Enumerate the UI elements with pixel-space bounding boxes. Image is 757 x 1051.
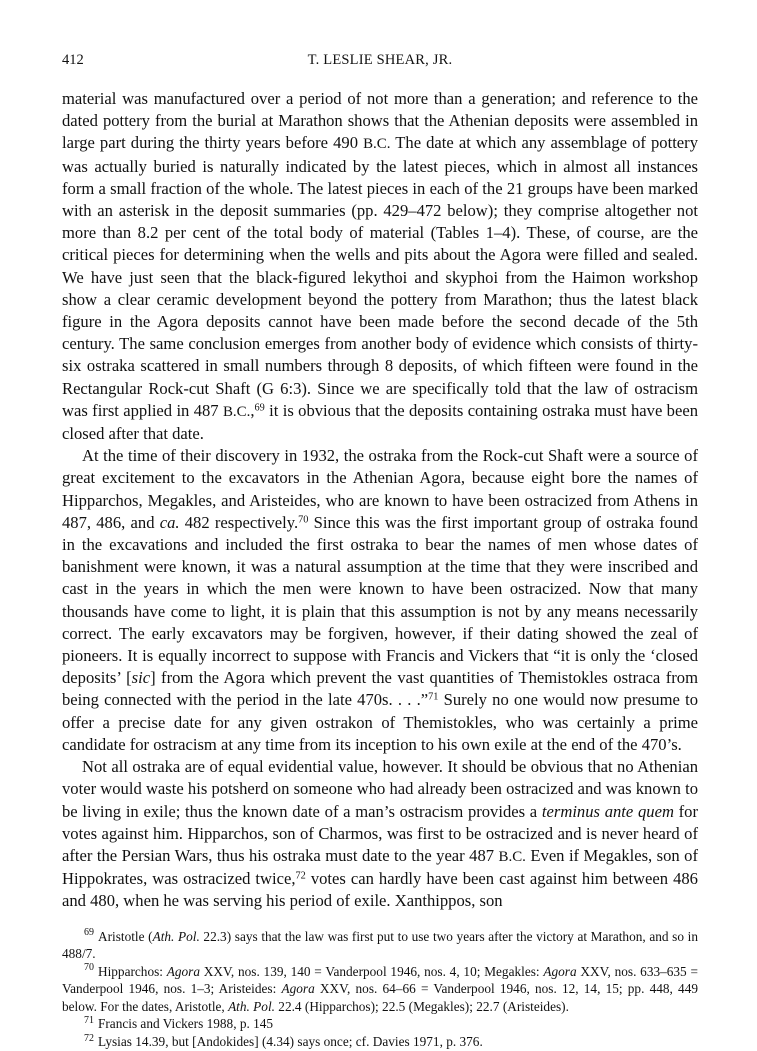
- era-abbrev: B.C.: [498, 848, 526, 865]
- page-header: [62, 52, 698, 74]
- paragraph-2: [62, 445, 698, 756]
- text-run: At the time of their discovery in 1932, the ostraka from the Rock-cut Shaft were a source of great excitement to the excavators in the Athenian Agora, because eight bore the names of Hipparchos, Megakles, and Aristeides, who are known to have been ostracized from Athens in 487, 486, and: [62, 446, 698, 532]
- text-run: 22.3) says that the law was first put to use two years after the victory at Marathon, and so in 488/7.: [62, 928, 698, 962]
- text-run: material was manufactured over a period of not more than a generation; and reference to the dated pottery from the burial at Marathon shows that the Athenian deposits were assembled in large part during the thirty years before 490: [62, 89, 698, 153]
- text-run: ] from the Agora which prevent the vast quantities of Themistokles ostraca from being connected with the period in the late 470s. . . .”: [62, 668, 698, 710]
- text-run: Hipparchos:: [97, 963, 167, 979]
- text-run: The date at which any assemblage of pottery was actually buried is naturally indicated by the latest pieces, which in almost all instances form a small fraction of the whole. The latest pieces in each of the 21 groups have been marked with an asterisk in the deposit summaries (pp. 429–472 below); they comprise altogether not more than 8.2 per cent of the total body of material (Tables 1–4). These, of course, are the critical pieces for determining when the wells and pits about the Agora were filled and sealed. We have just seen that the black-figured lekythoi and skyphoi from the Haimon workshop show a clear ceramic development beyond the pottery from Marathon; thus the latest black figure in the Agora deposits cannot have been made before the second decade of the 5th century. The same conclusion emerges from another body of evidence which consists of thirty-six ostraka scattered in small numbers through 8 deposits, of which fifteen were found in the Rectangular Rock-cut Shaft (G 6:3). Since we are specifically told that the law of ostracism was first applied in 487: [62, 133, 698, 420]
- text-run: Surely no one would now presume to offer a precise date for any given ostrakon of Themistokles, who was certainly a prime candidate for ostracism at any time from its inception to his own exile at the end of the 470’s.: [62, 690, 698, 754]
- italic-sic: sic: [131, 668, 151, 688]
- footnote-ref-69[interactable]: 69: [254, 402, 265, 414]
- body-text: [62, 88, 698, 913]
- footnote-number: 69: [84, 927, 94, 939]
- footnote-ref-70[interactable]: 70: [298, 514, 309, 526]
- italic-abbrev: ca.: [159, 512, 180, 532]
- text-run: Aristotle (: [97, 928, 153, 944]
- footnotes: [62, 928, 698, 1051]
- text-run: it is obvious that the deposits containing ostraka must have been closed after that date.: [62, 400, 699, 444]
- italic-title: Agora: [543, 963, 577, 979]
- text-run: votes can hardly have been cast against him between 486 and 480, when he was serving his period of exile. Xanthippos, son: [62, 869, 698, 911]
- footnote-ref-72[interactable]: 72: [295, 870, 306, 882]
- footnote-70: [62, 963, 698, 1016]
- text-run: for votes against him. Hipparchos, son of Charmos, was first to be ostracized and is never heard of after the Persian Wars, thus his ostraka must date to the year 487: [62, 801, 699, 865]
- italic-title: Ath. Pol.: [152, 928, 200, 944]
- footnote-72: [62, 1033, 698, 1051]
- text-run: Since this was the first important group of ostraka found in the excavations and included the first ostraka to bear the names of men whose dates of banishment were known, it was a natural assumption at the time that they were inscribed and cast in the years in which the men were known to have been ostracized. Now that many thousands have come to light, it is plain that this assumption is not by any means necessarily correct. The early excavators may be forgiven, however, if their dating showed the zeal of pioneers. It is equally incorrect to suppose with Francis and Vickers that “it is only the ‘closed deposits’ [: [62, 512, 698, 688]
- footnote-71: [62, 1015, 698, 1033]
- text-run: XXV, nos. 64–66 = Vanderpool 1946, nos. 12, 14, 15; pp. 448, 449 below. For the dates, Aristotle,: [62, 981, 698, 1014]
- text-run: Lysias 14.39, but [Andokides] (4.34) says once; cf. Davies 1971, p. 376.: [97, 1034, 483, 1050]
- footnote-69: [62, 928, 698, 963]
- text-run: Even if Megakles, son of Hippokrates, was ostracized twice,: [62, 845, 698, 889]
- text-run: ,: [250, 400, 255, 420]
- italic-title: Agora: [166, 963, 200, 979]
- era-abbrev: B.C.: [363, 136, 391, 153]
- running-head: T. LESLIE SHEAR, JR.: [307, 52, 453, 68]
- italic-title: Ath. Pol.: [228, 998, 275, 1014]
- footnote-ref-71[interactable]: 71: [428, 691, 439, 703]
- italic-title: Agora: [281, 981, 315, 997]
- text-run: XXV, nos. 139, 140 = Vanderpool 1946, nos. 4, 10; Megakles:: [200, 963, 544, 979]
- text-run: 482 respectively.: [179, 512, 299, 532]
- text-run: Francis and Vickers 1988, p. 145: [97, 1016, 274, 1032]
- text-run: Not all ostraka are of equal evidential value, however. It should be obvious that no Athenian voter would waste his potsherd on someone who had already been ostracized and was known to be living in exile; thus the known date of a man’s ostracism provides a: [62, 757, 698, 821]
- footnote-number: 72: [84, 1032, 94, 1044]
- page-number: 412: [62, 52, 84, 68]
- footnote-number: 70: [84, 962, 94, 974]
- text-run: 22.4 (Hipparchos); 22.5 (Megakles); 22.7 (Aristeides).: [274, 998, 569, 1014]
- document-page: [62, 52, 698, 1051]
- text-run: XXV, nos. 633–635 = Vanderpool 1946, nos. 1–3; Aristeides:: [62, 963, 698, 997]
- paragraph-1: [62, 88, 698, 445]
- italic-term: terminus ante quem: [541, 801, 674, 821]
- paragraph-3: [62, 756, 698, 912]
- footnote-number: 71: [84, 1015, 94, 1026]
- era-abbrev: B.C.: [222, 403, 251, 420]
